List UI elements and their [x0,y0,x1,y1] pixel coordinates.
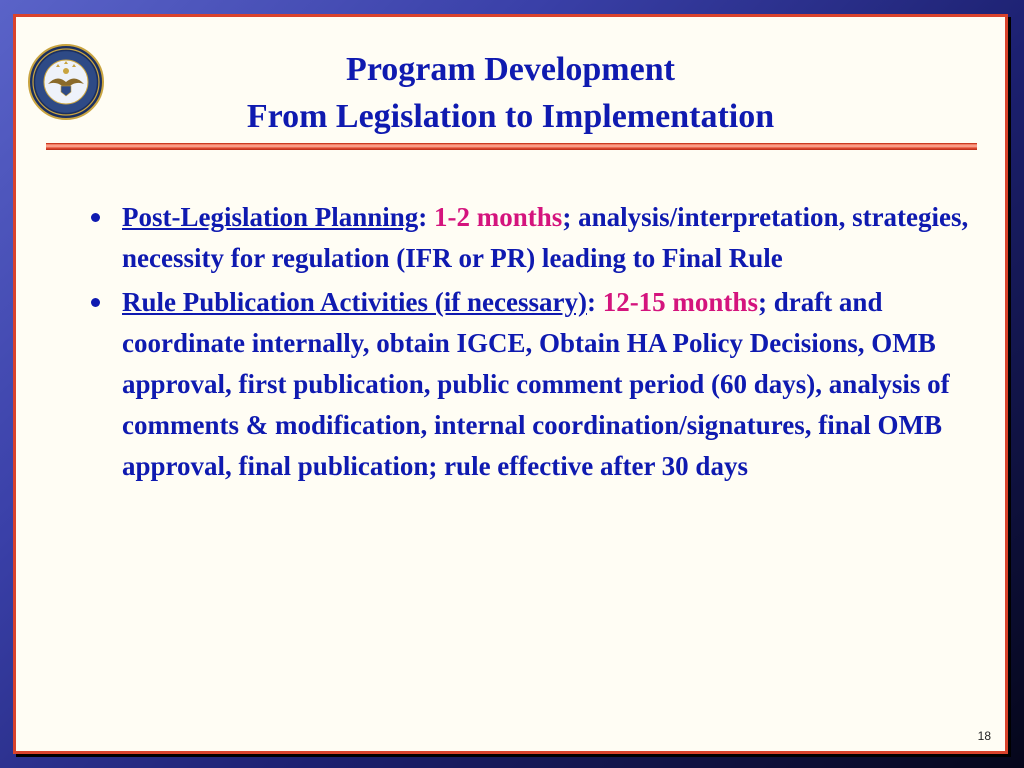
bullet-dot-icon [91,298,100,307]
bullet-duration: 1-2 months [434,202,563,232]
page-number: 18 [977,729,991,743]
bullet-semicolon: ; [562,202,572,232]
bullet-heading: Post-Legislation Planning [122,202,419,232]
bullet-semicolon: ; [757,287,767,317]
bullet-description: analysis/interpretation, strategies, necessity for regulation (IFR or PR) leading to Final Rule [122,202,969,273]
bullet-colon: : [586,287,596,317]
slide-frame [13,14,1008,754]
bullet-duration: 12-15 months [602,287,758,317]
bullet-dot-icon [91,213,100,222]
title-divider [46,143,977,150]
bullet-description: draft and coordinate internally, obtain IGCE, Obtain HA Policy Decisions, OMB approval, first publication, public comment period (60 days), analysis of comments & modification, internal coordination/signatures, final OMB approval, final publication; rule effective after 30 days [122,287,950,481]
slide-title-line-1: Program Development [346,51,675,88]
bullet-colon: : [418,202,428,232]
bullet-heading: Rule Publication Activities (if necessary) [122,287,587,317]
bullet-item-rule-publication-activities [91,282,971,487]
slide-title-line-2: From Legislation to Implementation [246,98,775,135]
bullet-list [91,197,971,490]
bullet-item-post-legislation-planning [91,197,971,279]
